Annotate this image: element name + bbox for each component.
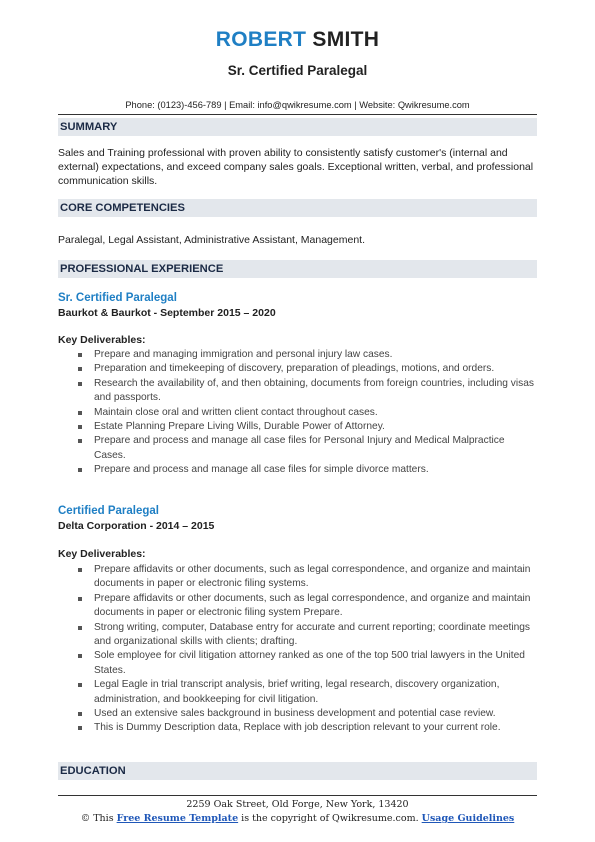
contact-line: Phone: (0123)-456-789 | Email: info@qwikresume.com | Website: Qwikresume.com	[125, 100, 470, 110]
footer-address: 2259 Oak Street, Old Forge, New York, 13420	[186, 799, 409, 810]
footer-copyright	[0, 813, 595, 824]
footer-divider	[58, 795, 537, 796]
candidate-name	[0, 28, 595, 52]
section-heading-competencies: CORE COMPETENCIES	[58, 199, 537, 217]
candidate-title: Sr. Certified Paralegal	[227, 63, 368, 78]
deliverables-list	[58, 563, 536, 736]
bullet-icon	[78, 439, 82, 443]
bullet-icon	[78, 411, 82, 415]
list-item: Prepare affidavits or other documents, such as legal correspondence, and organize and maintain documents in paper or electronic filing systems.	[58, 563, 536, 592]
bullet-icon	[78, 468, 82, 472]
bullet-icon	[78, 568, 82, 572]
list-item: This is Dummy Description data, Replace with job description relevant to your current role.	[58, 721, 536, 735]
list-item: Preparation and timekeeping of discovery, preparation of pleadings, motions, and orders.	[58, 362, 536, 376]
bullet-icon	[78, 654, 82, 658]
bullet-icon	[78, 353, 82, 357]
list-item: Legal Eagle in trial transcript analysis, brief writing, legal research, discovery organization, administration, and bookkeeping for civil litigation.	[58, 678, 536, 707]
job-role: Sr. Certified Paralegal	[58, 292, 177, 304]
key-deliverables-label: Key Deliverables:	[58, 334, 146, 346]
list-item: Research the availability of, and then obtaining, documents from foreign countries, including visas and passports.	[58, 377, 536, 406]
list-item: Used an extensive sales background in business development and potential case review.	[58, 707, 536, 721]
bullet-icon	[78, 683, 82, 687]
list-item: Strong writing, computer, Database entry for accurate and current reporting; coordinate meetings and organizational skills with clients; drafting.	[58, 621, 536, 650]
list-item: Prepare and process and manage all case files for simple divorce matters.	[58, 463, 536, 477]
list-item: Sole employee for civil litigation attorney ranked as one of the top 500 trial lawyers in the United States.	[58, 649, 536, 678]
section-heading-education: EDUCATION	[58, 762, 537, 780]
copyright-middle: is the copyright of Qwikresume.com.	[241, 813, 419, 824]
bullet-icon	[78, 597, 82, 601]
list-item: Prepare and process and manage all case files for Personal Injury and Medical Malpractice Cases.	[58, 434, 536, 463]
copyright-prefix: © This	[80, 813, 114, 824]
summary-text: Sales and Training professional with proven ability to consistently satisfy customer's (internal and external) expectations, and exceed company sales goals. Exceptional written, verbal, and professional communication skills.	[58, 147, 534, 187]
usage-guidelines-link[interactable]: Usage Guidelines	[421, 813, 515, 824]
section-heading-summary: SUMMARY	[58, 118, 537, 136]
free-resume-template-link[interactable]: Free Resume Template	[116, 813, 239, 824]
deliverables-list	[58, 348, 536, 478]
key-deliverables-label: Key Deliverables:	[58, 548, 146, 560]
bullet-icon	[78, 382, 82, 386]
header-divider	[58, 114, 537, 115]
first-name: ROBERT	[215, 28, 307, 51]
bullet-icon	[78, 726, 82, 730]
bullet-icon	[78, 367, 82, 371]
job-company: Baurkot & Baurkot - September 2015 – 2020	[58, 307, 276, 319]
list-item: Maintain close oral and written client contact throughout cases.	[58, 406, 536, 420]
last-name: SMITH	[312, 28, 380, 51]
bullet-icon	[78, 712, 82, 716]
list-item: Estate Planning Prepare Living Wills, Durable Power of Attorney.	[58, 420, 536, 434]
bullet-icon	[78, 626, 82, 630]
list-item: Prepare and managing immigration and personal injury law cases.	[58, 348, 536, 362]
section-heading-experience: PROFESSIONAL EXPERIENCE	[58, 260, 537, 278]
job-role: Certified Paralegal	[58, 505, 159, 517]
bullet-icon	[78, 425, 82, 429]
list-item: Prepare affidavits or other documents, such as legal correspondence, and organize and maintain documents in paper or electronic filing system Prepare.	[58, 592, 536, 621]
competencies-text: Paralegal, Legal Assistant, Administrative Assistant, Management.	[58, 234, 365, 246]
job-company: Delta Corporation - 2014 – 2015	[58, 520, 215, 532]
